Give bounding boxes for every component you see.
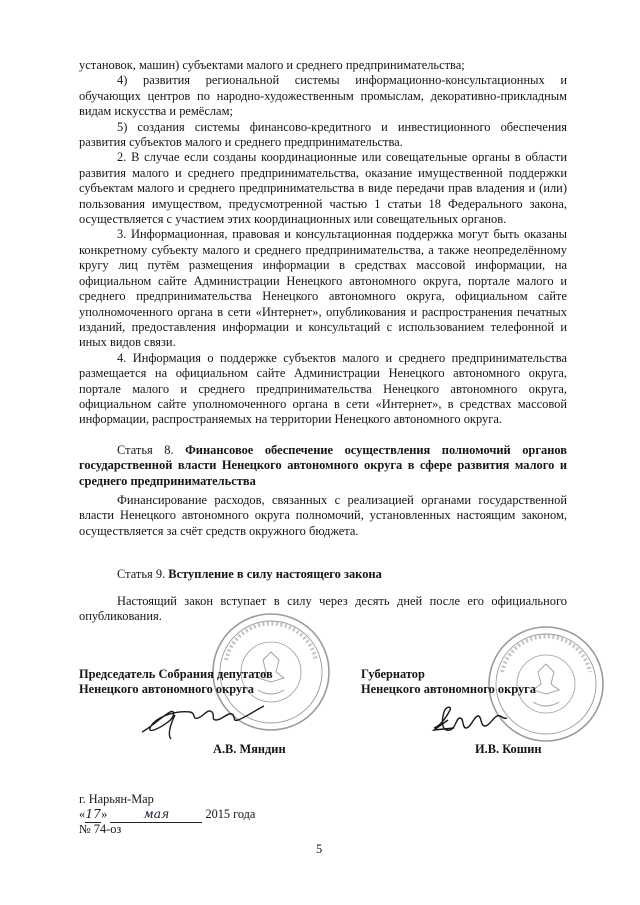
paragraph: установок, машин) субъектами малого и среднего предпринимательства; [79, 58, 465, 72]
date-close-quote: » [101, 807, 108, 821]
date-line [79, 807, 255, 823]
date-month: мая [110, 807, 202, 823]
signatory-left-name: А.В. Мяндин [213, 742, 286, 756]
paragraph: 4. Информация о поддержке субъектов малого и среднего предпринимательства размещается на официальном сайте Администрации Ненецкого автономного округа, портале малого и среднего предпринимательства Ненецкого автономного округа, официальном сайте уполномоченного органа в сети «Интернет», в средствах массовой информации, распространяемых на территории Ненецкого автономного округа. [79, 350, 567, 427]
date-year: 2015 года [205, 807, 256, 821]
signatory-left-title-line1: Председатель Собрания депутатов [79, 667, 273, 681]
date-day: 17 [85, 807, 101, 821]
paragraph: 3. Информационная, правовая и консультационная поддержка могут быть оказаны конкретному субъекту малого и среднего предпринимательства, а также неопределённому кругу лиц путём размещения информации в средствах массовой информации, на официальном сайте Администрации Ненецкого автономного округа, портале малого и среднего предпринимательства Ненецкого автономного округа, официальном сайте уполномоченного органа в сети «Интернет», опубликования и распространения печатных изданий, предоставления информации и консультаций с использованием телефонной и иных видов связи. [79, 227, 567, 350]
signatory-right-title-line1: Губернатор [361, 667, 425, 681]
paragraph: Финансирование расходов, связанных с реализацией органами государственной власти Ненецкого автономного округа полномочий, установленных настоящим законом, осуществляется за счёт средств окружного бюджета. [79, 493, 567, 538]
page-number: 5 [316, 842, 323, 856]
paragraph: 4) развития региональной системы информационно-консультационных и обучающих центров по народно-художественным промыслам, декоративно-прикладным видам искусства и ремёслам; [79, 73, 567, 119]
signatory-right-name: И.В. Кошин [475, 742, 542, 756]
paragraph: 2. В случае если созданы координационные или совещательные органы в области развития малого и среднего предпринимательства, оказание имущественной поддержки субъектам малого и среднего предпринимательства в виде передачи прав владения и (или) пользования имуществом, предусмотренной частью 1 статьи 18 Федерального закона, осуществляется с участием этих координационных или совещательных органов. [79, 150, 567, 227]
law-number: № 74-оз [79, 822, 122, 836]
date-open-quote: « [79, 807, 86, 821]
article9-title: Вступление в силу настоящего закона [168, 567, 382, 581]
signatory-left-title-line2: Ненецкого автономного округа [79, 682, 254, 696]
signatory-right-title [361, 667, 536, 697]
city: г. Нарьян-Мар [79, 792, 154, 806]
paragraph: Настоящий закон вступает в силу через десять дней после его официального опубликования. [79, 594, 567, 624]
signature-left [142, 706, 264, 739]
paragraph: 5) создания системы финансово-кредитного и инвестиционного обеспечения развития субъектов малого и среднего предпринимательства. [79, 119, 567, 150]
article8-label: Статья 8. [117, 443, 186, 457]
article9-label: Статья 9. [117, 567, 169, 581]
signatory-right-title-line2: Ненецкого автономного округа [361, 682, 536, 696]
signatory-left-title [79, 667, 273, 697]
article8-title: Финансовое обеспечение осуществления полномочий органов государственной власти Ненецкого автономного округа в сфере развития малого и среднего предпринимательства [79, 443, 567, 488]
